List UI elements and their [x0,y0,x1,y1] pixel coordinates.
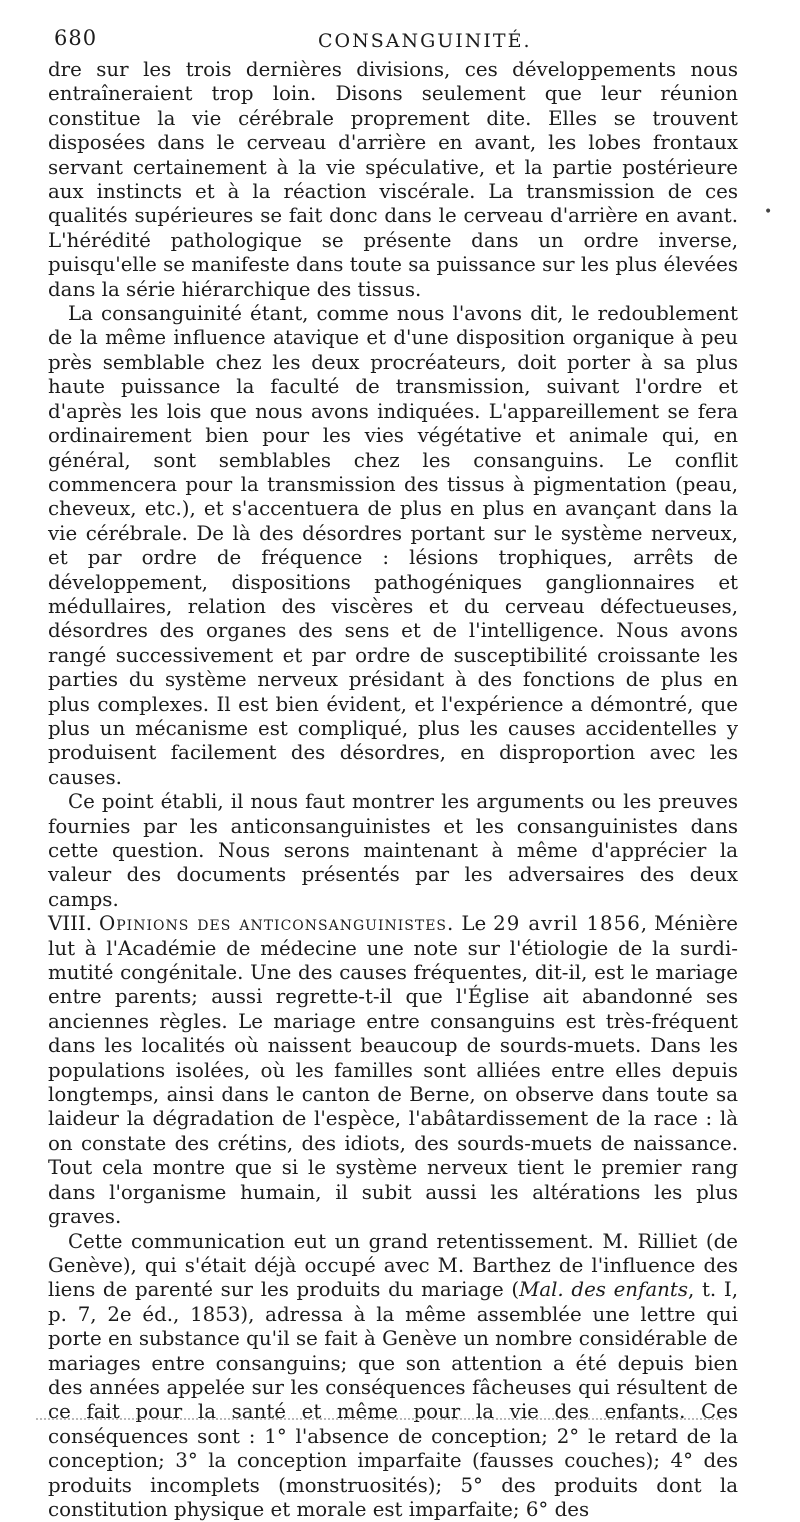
running-title: CONSANGUINITÉ. [318,30,532,52]
paragraph-5-rest: , t. I, p. 7, 2e éd., 1853), adressa à la même assemblée une lettre qui porte en substance qu'il se fait à Genève un nombre considérable de mariages entre consanguins; que son attention a été depuis bien des années appelée sur les conséquences fâcheuses qui résultent de ce fait pour la santé et même pour la vie des enfants. Ces conséquences sont : 1° l'absence de conception; 2° le retard de la conception; 3° la conception imparfaite (fausses couches); 4° des produits incomplets (monstruosités); 5° des produits dont la constitution physique et morale est imparfaite; 6° des [48,1278,738,1521]
citation-title: Mal. des enfants [519,1278,688,1301]
section-heading: Opinions des anticonsanguinistes. [99,912,454,935]
paragraph-5 [48,1230,738,1522]
section-numeral: VIII. [48,912,92,935]
footer-rule [36,1418,726,1420]
paragraph-3: Ce point établi, il nous faut montrer les arguments ou les preuves fournies par les anticonsanguinistes et les consanguinistes dans cette question. Nous serons maintenant à même d'apprécier la valeur des documents présentés par les adversaires des deux camps. [48,790,738,912]
section-text-rest: , Ménière lut à l'Académie de médecine une note sur l'étiologie de la surdi-mutité congénitale. Une des causes fréquentes, dit-il, est le mariage entre parents; aussi regrette-t-il que l'Église ait abandonné ses anciennes règles. Le mariage entre consanguins est très-fréquent dans les localités où naissent beaucoup de sourds-muets. Dans les populations isolées, où les familles sont alliées entre elles depuis longtemps, ainsi dans le canton de Berne, on observe dans toute sa laideur la dégradation de l'espèce, l'abâtardissement de la race : là on constate des crétins, des idiots, des sourds-muets de naissance. Tout cela montre que si le système nerveux tient le premier rang dans l'organisme humain, il subit aussi les altérations les plus graves. [48,912,738,1228]
paragraph-1: dre sur les trois dernières divisions, ces développements nous entraîneraient trop loin. Disons seulement que leur réunion constitue la vie cérébrale proprement dite. Elles se trouvent disposées dans le cerveau d'arrière en avant, les lobes frontaux servant certainement à la vie spéculative, et la partie postérieure aux instincts et à la réaction viscérale. La transmission de ces qualités supérieures se fait donc dans le cerveau d'arrière en avant. L'hérédité pathologique se présente dans un ordre inverse, puisqu'elle se manifeste dans toute sa puissance sur les plus élevées dans la série hiérarchique des tissus. [48,58,738,302]
page-header [0,24,800,60]
section-date: 29 avril 1856 [493,912,641,935]
body-text [48,58,738,1522]
paragraph-5-start: Cette communication eut un grand retentissement. M. Rilliet (de Genève), qui s'était déjà occupé avec M. Barthez de l'influence des liens de parenté sur les produits du mariage ( [48,1230,738,1302]
paragraph-2: La consanguinité étant, comme nous l'avons dit, le redoublement de la même influence atavique et d'une disposition organique à peu près semblable chez les deux procréateurs, doit porter à sa plus haute puissance la faculté de transmission, suivant l'ordre et d'après les lois que nous avons indiquées. L'appareillement se fera ordinairement bien pour les vies végétative et animale qui, en général, sont semblables chez les consanguins. Le conflit commencera pour la transmission des tissus à pigmentation (peau, cheveux, etc.), et s'accentuera de plus en plus en avançant dans la vie cérébrale. De là des désordres portant sur le système nerveux, et par ordre de fréquence : lésions trophiques, arrêts de développement, dispositions pathogéniques ganglionnaires et médullaires, relation des viscères et du cerveau défectueuses, désordres des organes des sens et de l'intelligence. Nous avons rangé successivement et par ordre de susceptibilité croissante les parties du système nerveux présidant à des fonctions de plus en plus complexes. Il est bien évident, et l'expérience a démontré, que plus un mécanisme est compliqué, plus les causes accidentelles y produisent facilement des désordres, en disproportion avec les causes. [48,302,738,790]
section-text-start: Le [461,912,493,935]
paragraph-section-viii [48,912,738,1229]
margin-dot: • [764,204,772,220]
page-number: 680 [54,26,97,50]
